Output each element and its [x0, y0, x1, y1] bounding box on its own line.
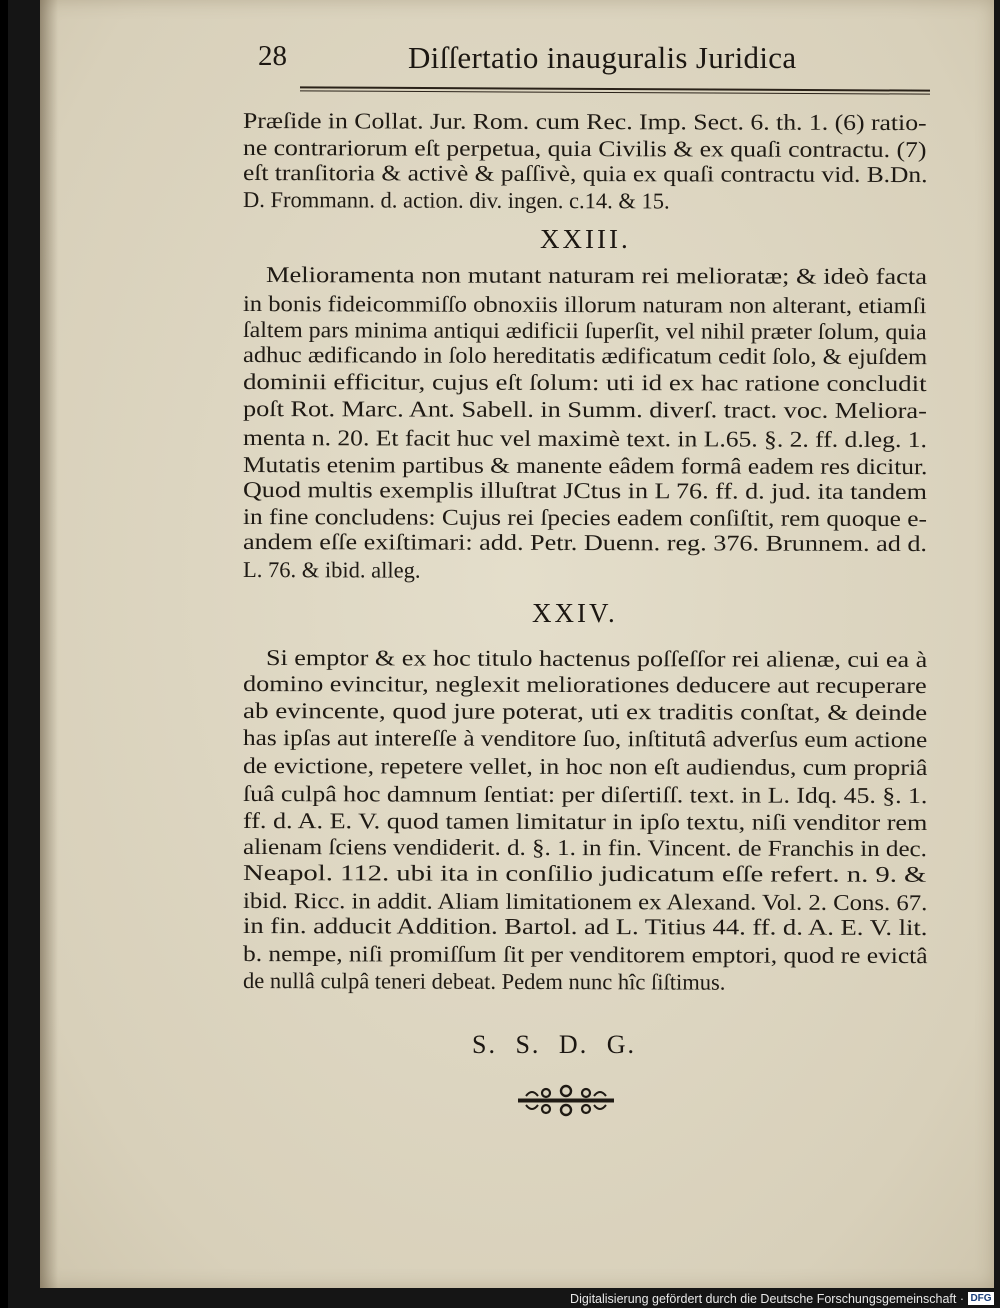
text-line: de nullâ culpâ teneri debeat. Pedem nunc hîc ſiſtimus. [242, 968, 726, 995]
text-line: eſt tranſitoria & activè & paſſivè, quia ex quaſi contractu vid. B.Dn. [242, 160, 928, 188]
dfg-logo: DFG [968, 1292, 994, 1305]
text-line: domino evincitur, neglexit meliorationes deducere aut recuperare [242, 671, 927, 699]
text-line: Melioramenta non mutant naturam rei melioratæ; & ideò facta [265, 262, 928, 289]
text-line: andem eſſe exiſtimari: add. Petr. Duenn. reg. 376. Brunnem. ad d. [242, 529, 928, 557]
text-line: ſaltem pars minima antiqui ædificii ſuperſit, vel nihil præter ſolum, quia [242, 317, 927, 345]
closing-formula: S. S. D. G. [472, 1030, 636, 1059]
text-line: Mutatis etenim partibus & manente eâdem formâ eadem res dicitur. [242, 452, 928, 480]
text-line: ab evincente, quod jure poterat, uti ex traditis conſtat, & deinde [242, 698, 928, 725]
funding-note: Digitalisierung gefördert durch die Deutsche Forschungsgemeinschaft · [570, 1292, 964, 1306]
page-number: 28 [258, 40, 287, 72]
text-line: menta n. 20. Et facit huc vel maximè text. in L.65. §. 2. ff. d.leg. 1. [242, 425, 927, 453]
ornament-icon [518, 1084, 614, 1118]
text-line: in fin. adducit Addition. Bartol. ad L. Titius 44. ff. d. A. E. V. lit. [242, 913, 928, 941]
text-line: Neapol. 112. ubi ita in conſilio judicatum eſſe refert. n. 9. & [242, 860, 927, 887]
text-line: dominii efficitur, cujus eſt ſolum: uti id ex hac ratione concludit [242, 369, 927, 396]
text-line: D. Frommann. d. action. div. ingen. c.14. & 15. [242, 187, 670, 214]
text-line: b. nempe, niſi promiſſum ſit per venditorem emptori, quod re evictâ [242, 941, 928, 969]
text-line: Si emptor & ex hoc titulo hactenus poſſeſſor rei alienæ, cui ea à [265, 645, 928, 672]
text-line: poſt Rot. Marc. Ant. Sabell. in Summ. diverſ. tract. voc. Meliora- [242, 396, 927, 424]
scan-border [0, 0, 8, 1308]
text-line: alienam ſciens vendiderit. d. §. 1. in fin. Vincent. de Franchis in dec. [242, 834, 927, 862]
text-line: ibid. Ricc. in addit. Aliam limitationem ex Alexand. Vol. 2. Cons. 67. [242, 888, 928, 916]
ornament-vignette [518, 1084, 614, 1123]
text-line: ff. d. A. E. V. quod tamen limitatur in ipſo textu, niſi venditor rem [242, 808, 928, 836]
text-line: ne contrariorum eſt perpetua, quia Civilis & ex quaſi contractu. (7) [242, 135, 927, 163]
running-title: Diſſertatio inauguralis Juridica [408, 40, 797, 75]
text-line: Præſide in Collat. Jur. Rom. cum Rec. Imp. Sect. 6. th. 1. (6) ratio- [242, 108, 927, 136]
text-line: in fine concludens: Cujus rei ſpecies eadem conſiſtit, rem quoque e- [242, 504, 927, 532]
text-line: Quod multis exemplis illuſtrat JCtus in L 76. ff. d. jud. ita tandem [242, 477, 927, 505]
page-gutter-shadow [40, 0, 58, 1288]
text-line: adhuc ædificando in ſolo hereditatis ædificatum cedit ſolo, & ejuſdem [242, 342, 928, 370]
text-line: ſuâ culpâ hoc damnum ſentiat: per diſertiſſ. text. in L. Idq. 45. §. 1. [242, 781, 928, 809]
text-line: de evictione, repetere vellet, in hoc non eſt audiendus, cum propriâ [242, 753, 928, 781]
text-line: in bonis fideicommiſſo obnoxiis illorum naturam non alterant, etiamſi [242, 291, 927, 319]
text-line: has ipſas aut intereſſe à venditore ſuo, inſtitutâ adverſus eum actione [242, 725, 928, 753]
text-line: L. 76. & ibid. alleg. [242, 557, 421, 583]
section-heading: XXIV. [532, 598, 618, 628]
section-heading: XXIII. [540, 224, 631, 254]
